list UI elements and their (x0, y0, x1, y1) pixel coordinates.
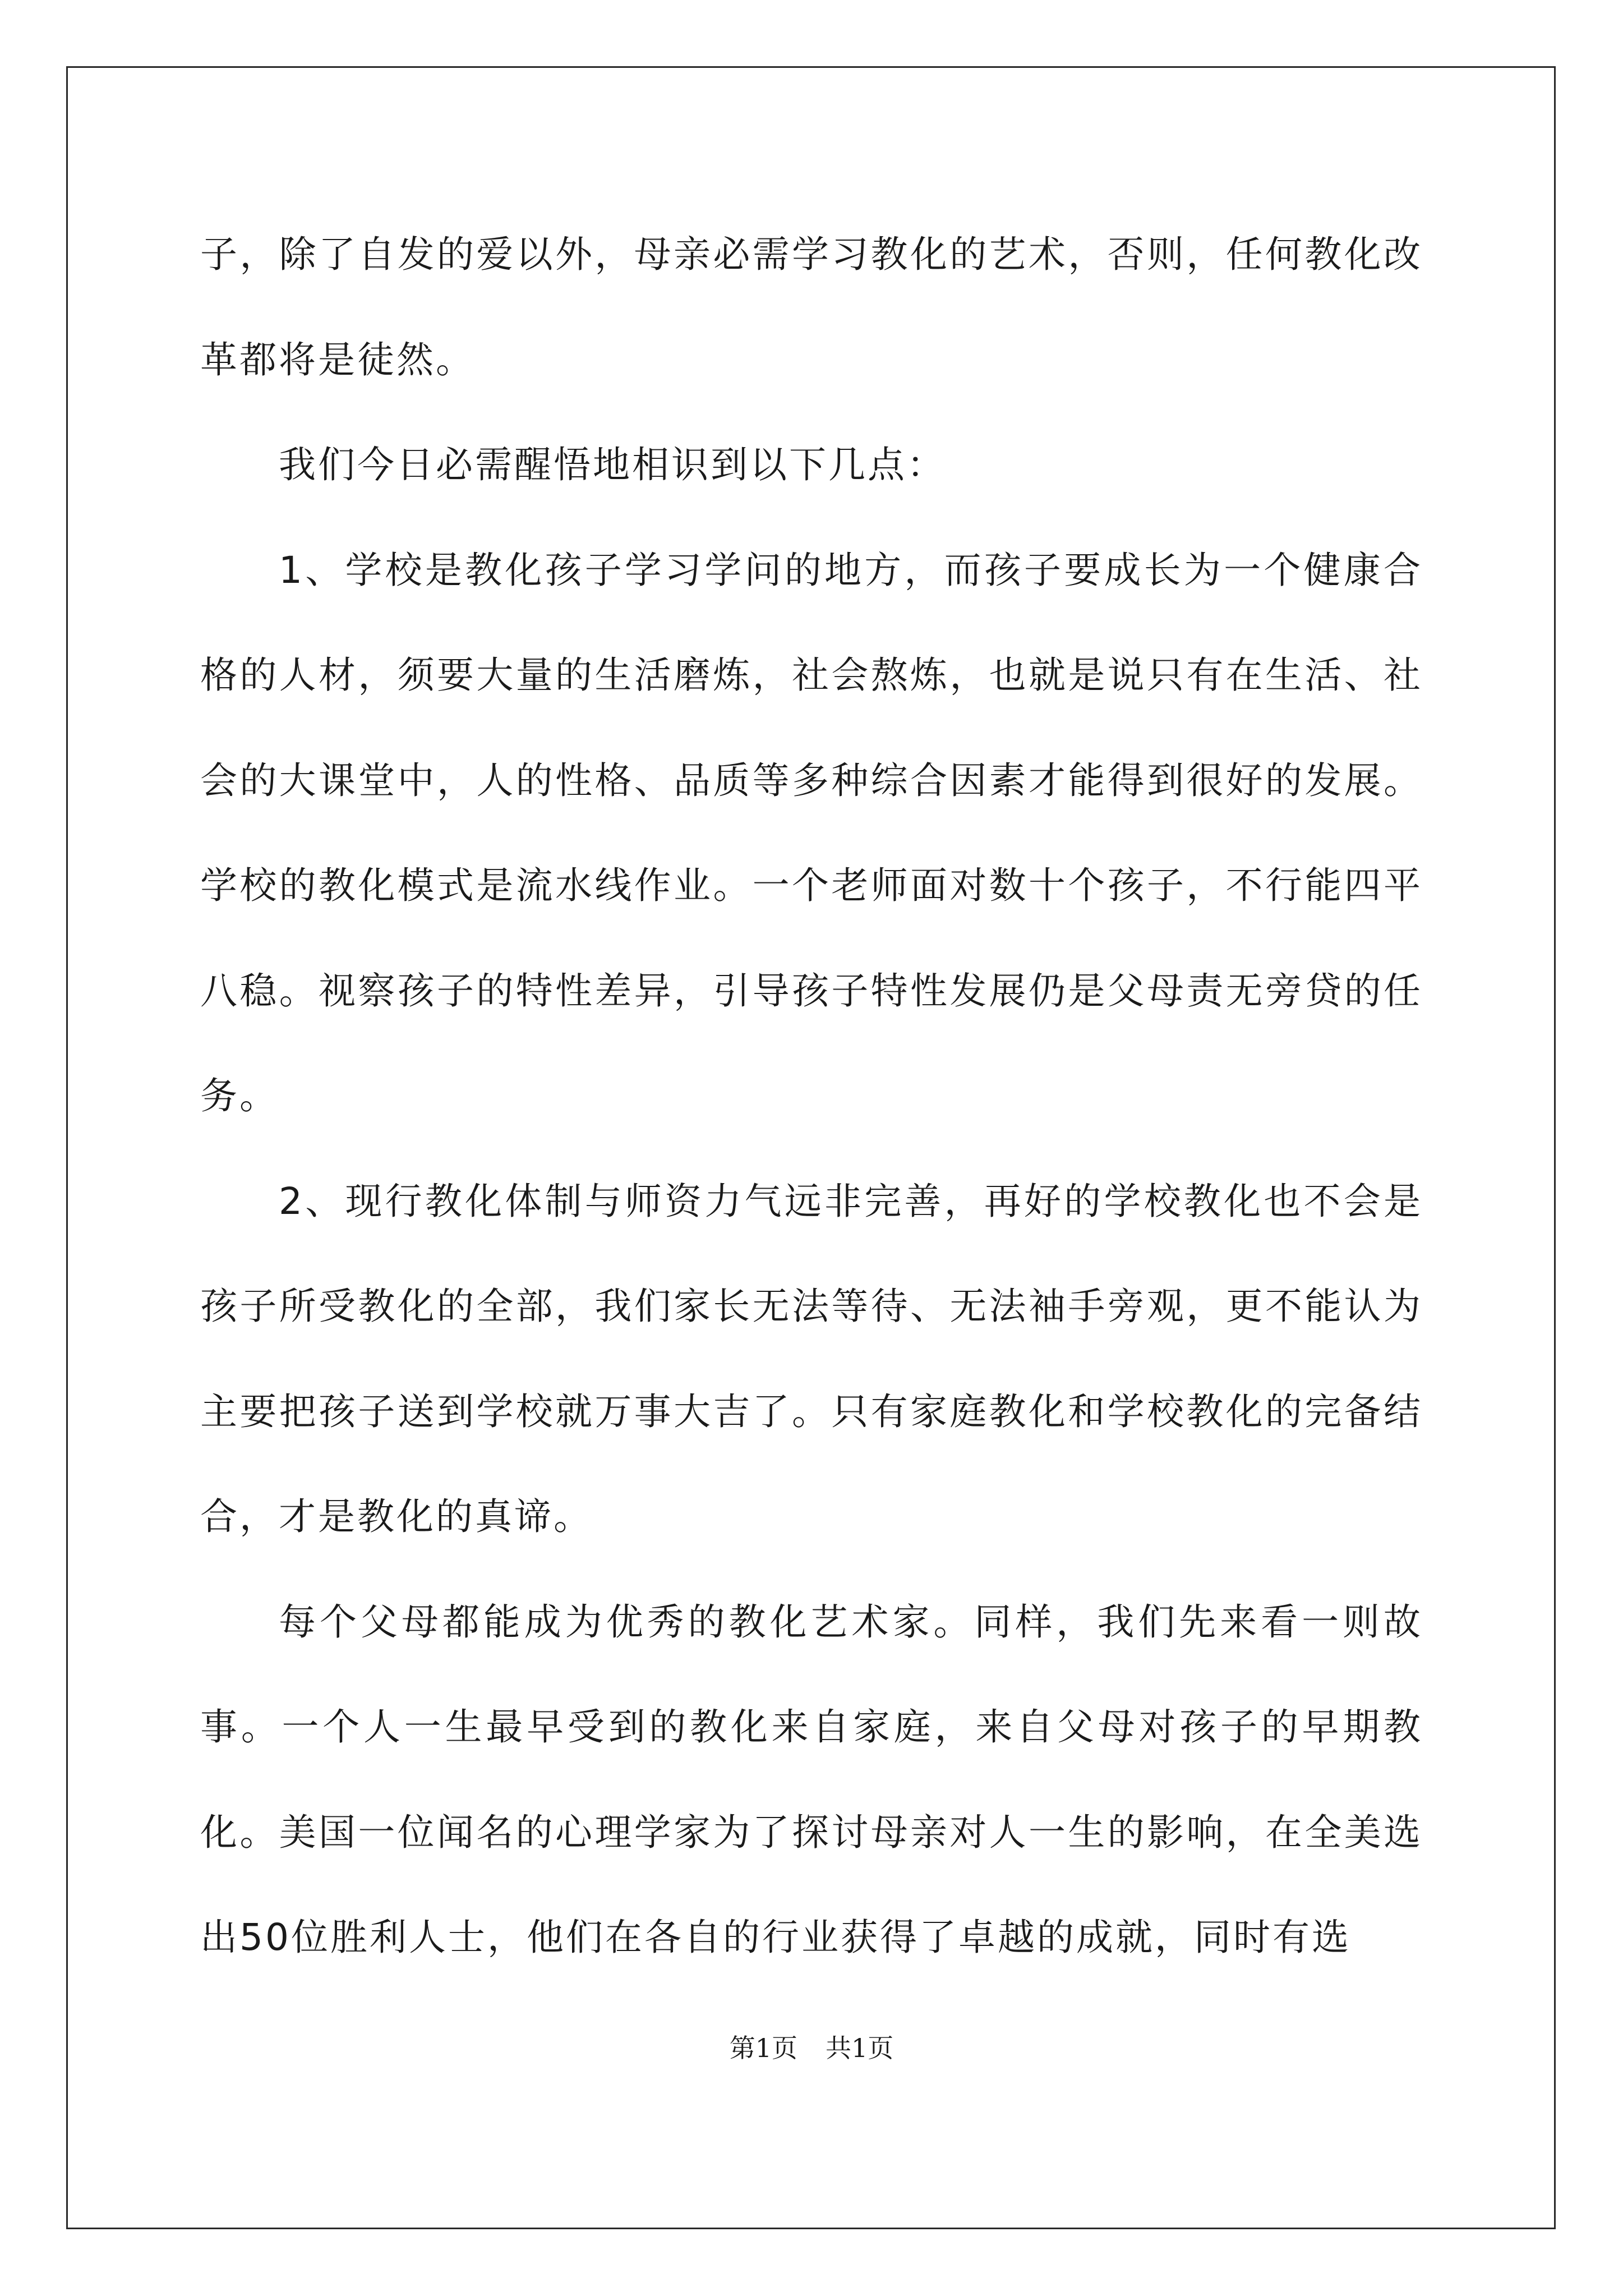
paragraph-1: 子，除了自发的爱以外，母亲必需学习教化的艺术，否则，任何教化改革都将是徒然。 (200, 233, 1423, 381)
paragraph-5: 每个父母都能成为优秀的教化艺术家。同样，我们先来看一则故事。一个人一生最早受到的教化来自家庭，来自父母对孩子的早期教化。美国一位闻名的心理学家为了探讨母亲对人一生的影响，在全美选出50位胜利人士，他们在各自的行业获得了卓越的成就，同时有选 (200, 1600, 1423, 1959)
page-total: 共1页 (826, 2033, 894, 2063)
paragraph-4: 2、现行教化体制与师资力气远非完善，再好的学校教化也不会是孩子所受教化的全部，我们家长无法等待、无法袖手旁观，更不能认为主要把孩子送到学校就万事大吉了。只有家庭教化和学校教化的完备结合，才是教化的真谛。 (200, 1179, 1423, 1538)
document-body (200, 202, 1423, 1990)
page-number: 第1页 (729, 2033, 797, 2063)
page-footer (0, 2028, 1623, 2065)
paragraph-3: 1、学校是教化孩子学习学问的地方，而孩子要成长为一个健康合格的人材，须要大量的生活磨炼，社会熬炼，也就是说只有在生活、社会的大课堂中，人的性格、品质等多种综合因素才能得到很好的发展。学校的教化模式是流水线作业。一个老师面对数十个孩子，不行能四平八稳。视察孩子的特性差异，引导孩子特性发展仍是父母责无旁贷的任务。 (200, 548, 1423, 1117)
paragraph-2: 我们今日必需醒悟地相识到以下几点： (279, 443, 946, 486)
